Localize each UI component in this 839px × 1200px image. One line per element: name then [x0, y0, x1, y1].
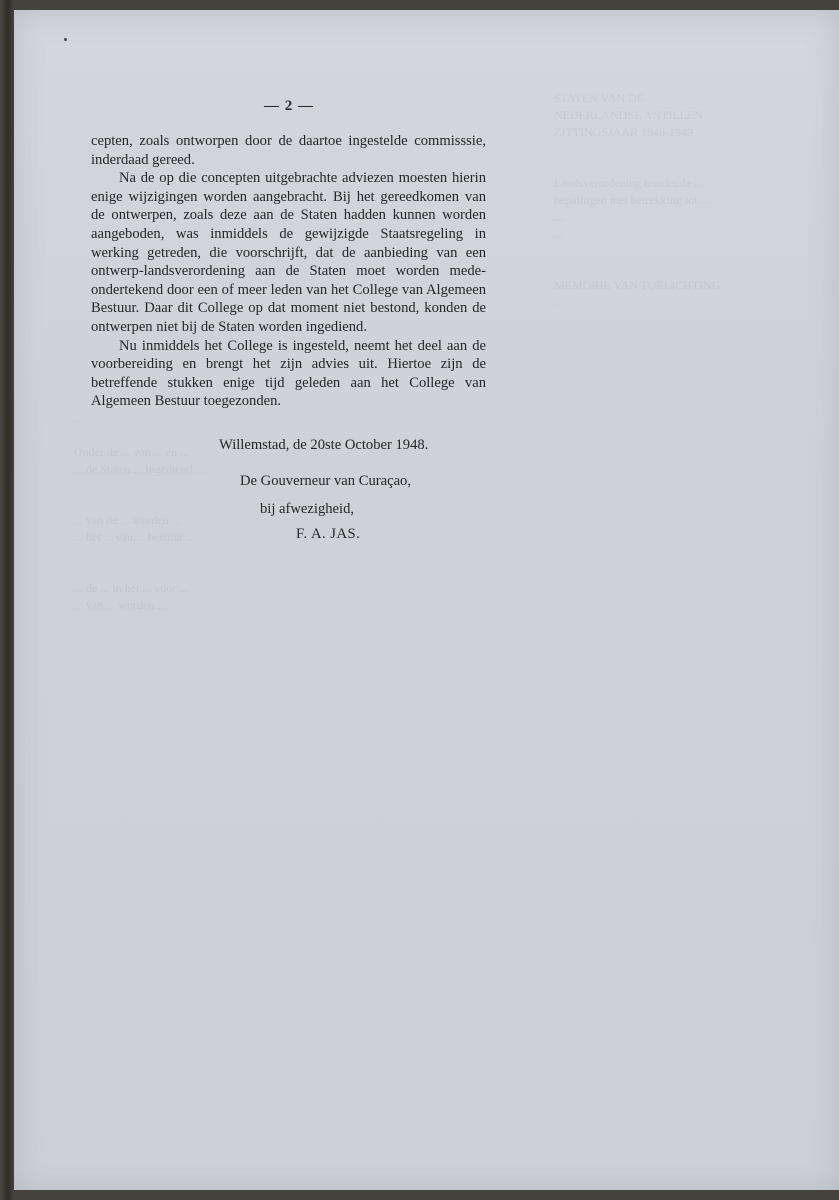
bleed-through-text-lower: ... Onder de ... van ... en ... ... de Staten ... ingediend ... ... van de ... worden ... ... het ... van ... bestuur ... ... de ... in het ... voor ... ... van ... worden ... — [74, 411, 205, 612]
paragraph-continuation: cepten, zoals ontworpen door de daartoe ingestelde commisssie, inderdaad gereed. — [91, 133, 486, 168]
paper-speck — [64, 38, 67, 41]
page-number: — 2 — — [264, 98, 314, 114]
signatory-role: De Gouverneur van Curaçao, — [240, 473, 411, 489]
paragraph: Nu inmiddels het College is ingesteld, neemt het deel aan de voorbereiding en brengt het zijn advies uit. Hiertoe zijn de betreffende stukken enige tijd geleden aan het College van Algemeen Bestuur toegezonden. — [91, 337, 486, 410]
absence-note: bij afwezigheid, — [260, 501, 355, 517]
document-page — [14, 10, 839, 1190]
signatory-name: F. A. JAS. — [296, 526, 361, 542]
paragraph: Na de op die concepten uitgebrachte adviezen moesten hierin enige wijzigingen worden aangebracht. Bij het gereedkomen van de ontwerpen, zoals deze aan de Staten hadden kunnen worden aangeboden, was inmiddels de gewijzigde Staatsregeling in werking getreden, die voorschrijft, dat de aanbieding van een ontwerp-landsverordening aan de Staten moet worden mede-ondertekend door een of meer leden van het College van Algemeen Bestuur. Daar dit College op dat moment niet bestond, konden de ontwerpen niet bij de Staten worden ingediend. — [91, 170, 486, 335]
body-text — [91, 132, 486, 411]
date-line: Willemstad, de 20ste October 1948. — [219, 437, 429, 453]
bleed-through-text: STATEN VAN DE NEDERLANDSE ANTILLEN ZITTINGSJAAR 1948-1949 Landsverordening houdende ... bepalingen met betrekking tot ... ... ... MEMORIE VAN TOELICHTING ... — [554, 91, 721, 309]
